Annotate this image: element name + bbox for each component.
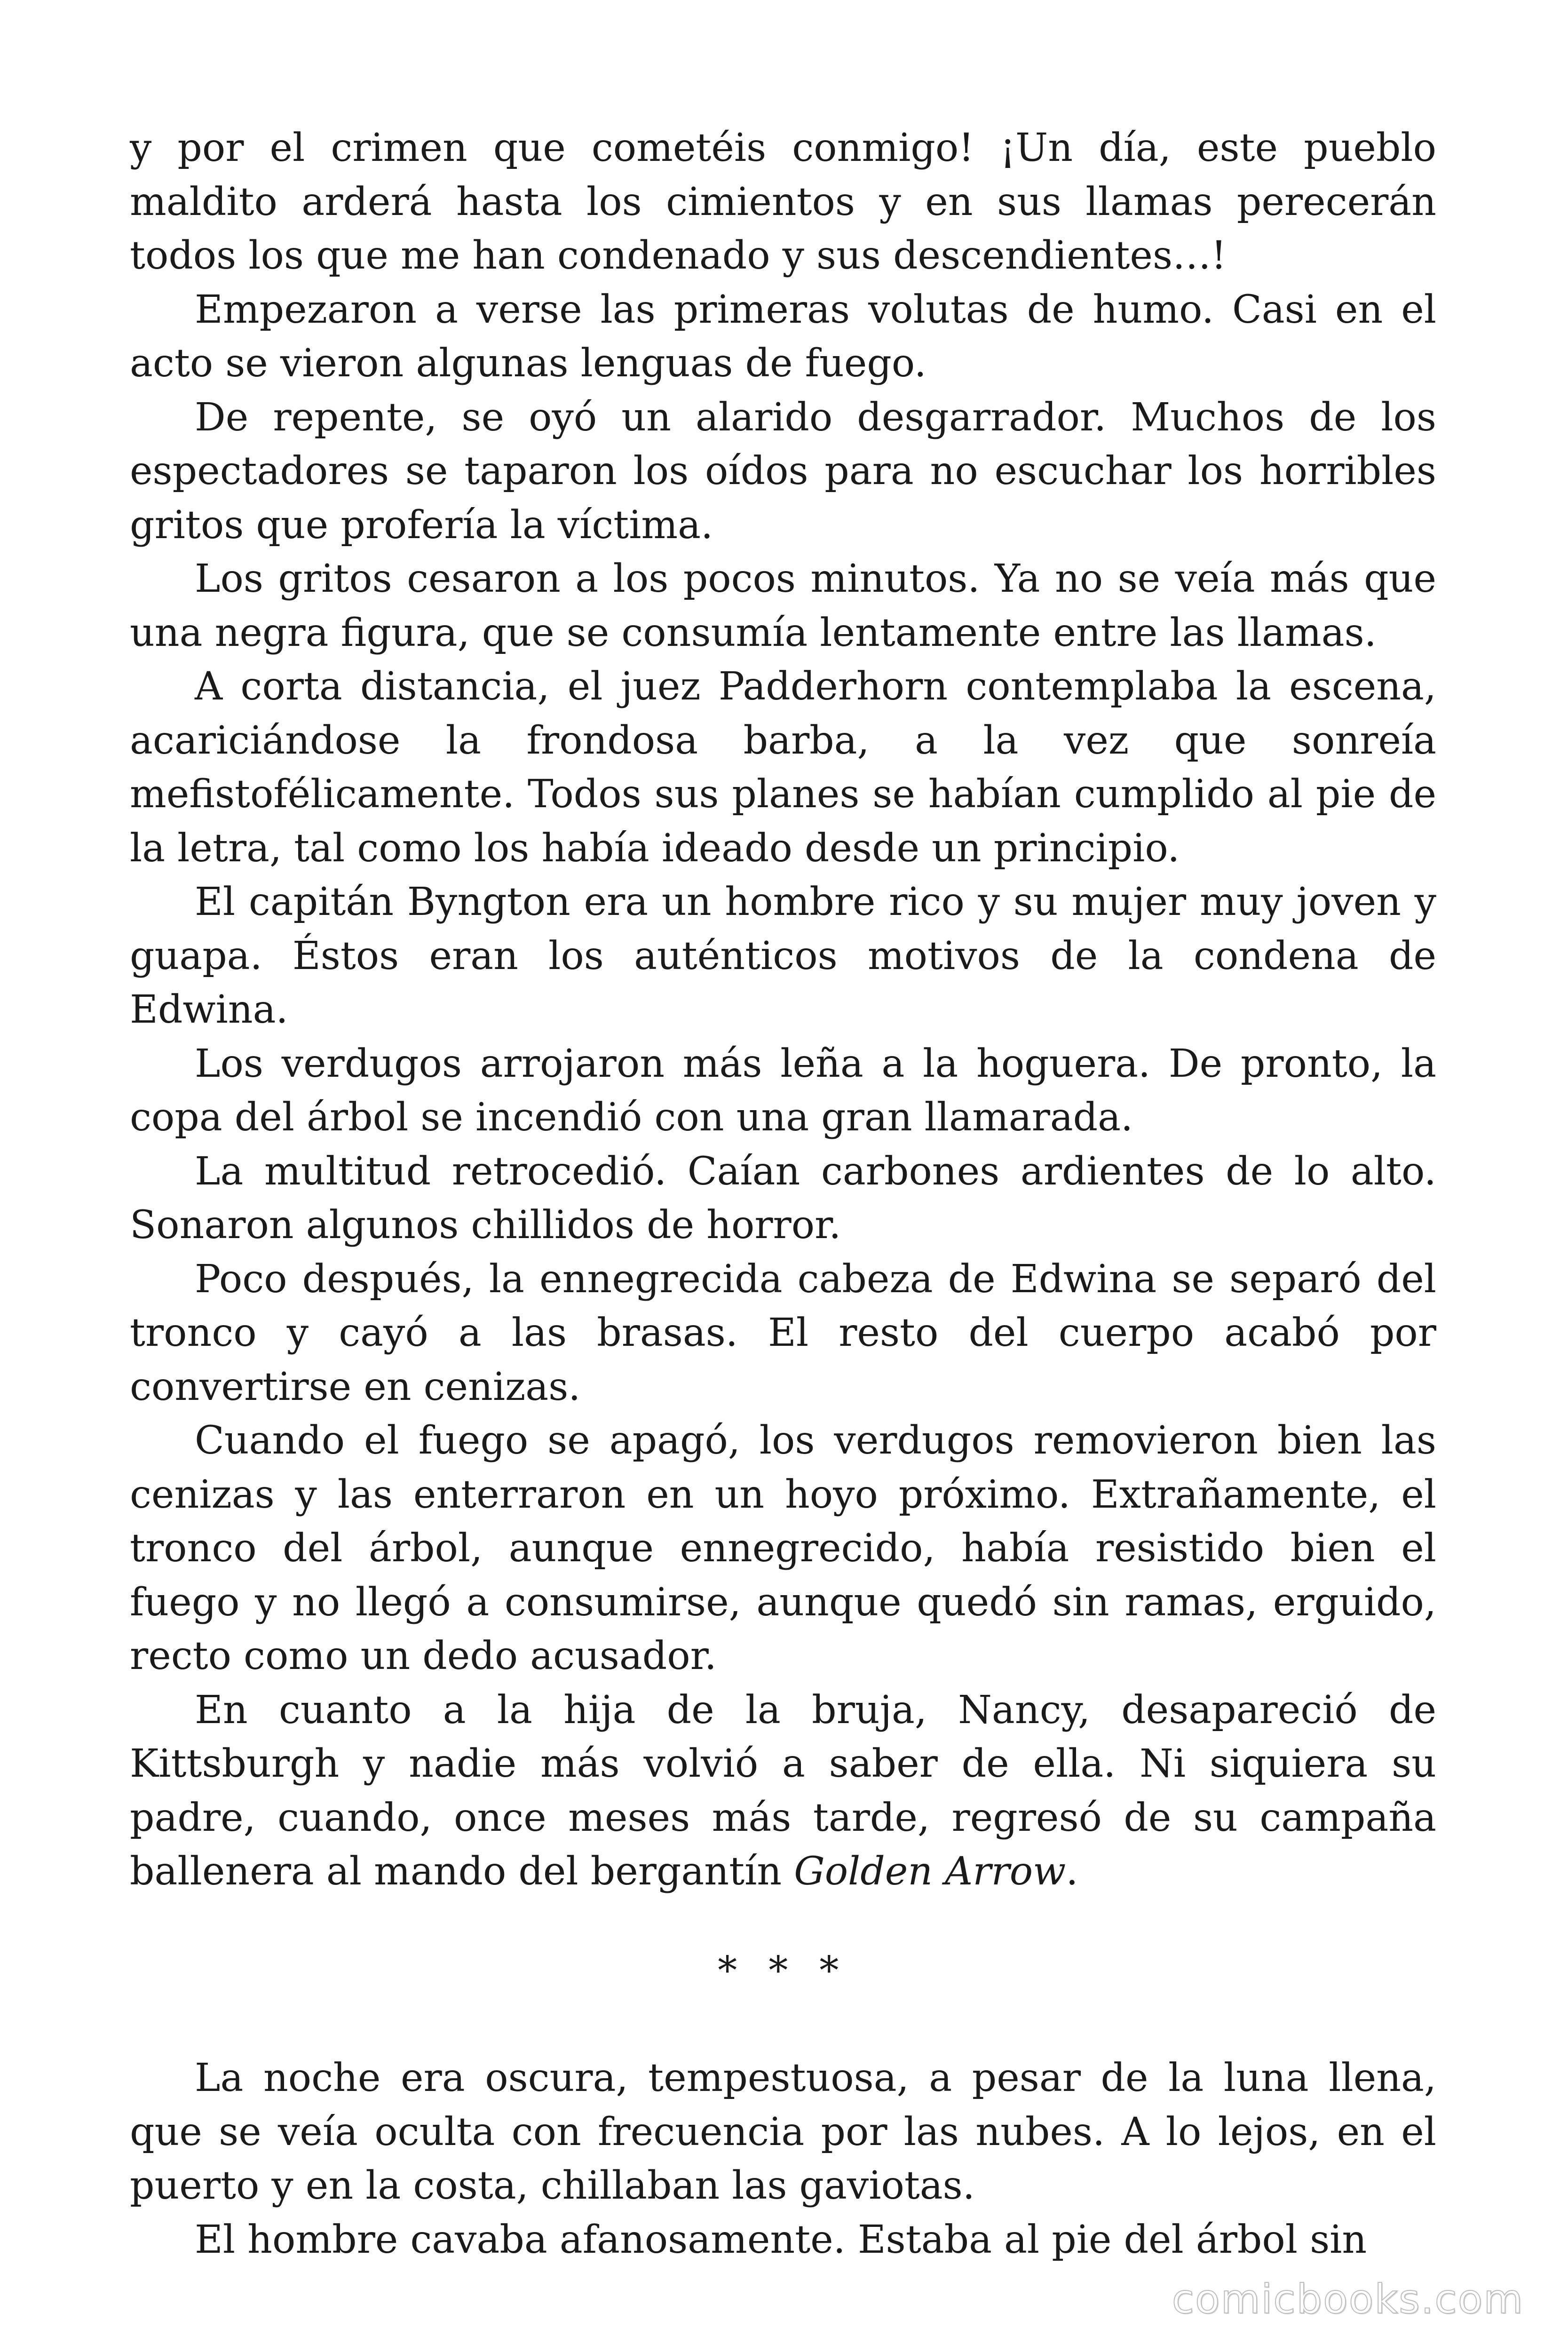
paragraph: El hombre cavaba afanosamente. Estaba al pie del árbol sin xyxy=(195,2217,1367,2262)
paragraph: De repente, se oyó un alarido desgarrador. Muchos de los espectadores se taparon los oídos para no escuchar los horribles gritos que profería la víctima. xyxy=(130,395,1436,548)
scene-separator: * * * xyxy=(718,1948,848,1993)
paragraph-end: . xyxy=(1066,1849,1078,1894)
paragraph: La multitud retrocedió. Caían carbones ardientes de lo alto. Sonaron algunos chillidos de horror. xyxy=(130,1149,1436,1248)
paragraph: Cuando el fuego se apagó, los verdugos removieron bien las cenizas y las enterraron en un hoyo próximo. Extrañamente, el tronco del árbol, aunque ennegrecido, había resistido bien el fuego y no llegó a consumirse, aunque quedó sin ramas, erguido, recto como un dedo acusador. xyxy=(130,1418,1436,1678)
watermark: comicbooks.com xyxy=(1172,2276,1524,2323)
paragraph: La noche era oscura, tempestuosa, a pesar de la luna llena, que se veía oculta con frecuencia por las nubes. A lo lejos, en el puerto y en la costa, chillaban las gaviotas. xyxy=(130,2056,1436,2208)
paragraph-with-ship-name xyxy=(130,1684,1436,1899)
paragraph: Poco después, la ennegrecida cabeza de Edwina se separó del tronco y cayó a las brasas. El resto del cuerpo acabó por convertirse en cenizas. xyxy=(130,1256,1436,1409)
ship-name: Golden Arrow xyxy=(794,1849,1066,1894)
paragraph: Empezaron a verse las primeras volutas de humo. Casi en el acto se vieron algunas lenguas de fuego. xyxy=(130,287,1436,386)
paragraph: A corta distancia, el juez Padderhorn contemplaba la escena, acariciándose la frondosa barba, a la vez que sonreía mefistofélicamente. Todos sus planes se habían cumplido al pie de la letra, tal como los había ideado desde un principio. xyxy=(130,664,1436,871)
paragraph: Los verdugos arrojaron más leña a la hoguera. De pronto, la copa del árbol se incendió con una gran llamarada. xyxy=(130,1041,1436,1140)
paragraph: y por el crimen que cometéis conmigo! ¡Un día, este pueblo maldito arderá hasta los cimientos y en sus llamas perecerán todos los que me han condenado y sus descendientes…! xyxy=(130,126,1436,278)
paragraph-text: En cuanto a la hija de la bruja, Nancy, desapareció de Kittsburgh y nadie más volvió a saber de ella. Ni siquiera su padre, cuando, once meses más tarde, regresó de su campaña ballenera al mando del bergantín xyxy=(130,1687,1436,1894)
paragraph: Los gritos cesaron a los pocos minutos. Ya no se veía más que una negra figura, que se consumía lentamente entre las llamas. xyxy=(130,556,1436,655)
body-text xyxy=(130,121,1436,2267)
paragraph: El capitán Byngton era un hombre rico y su mujer muy joven y guapa. Éstos eran los auténticos motivos de la condena de Edwina. xyxy=(130,880,1436,1032)
